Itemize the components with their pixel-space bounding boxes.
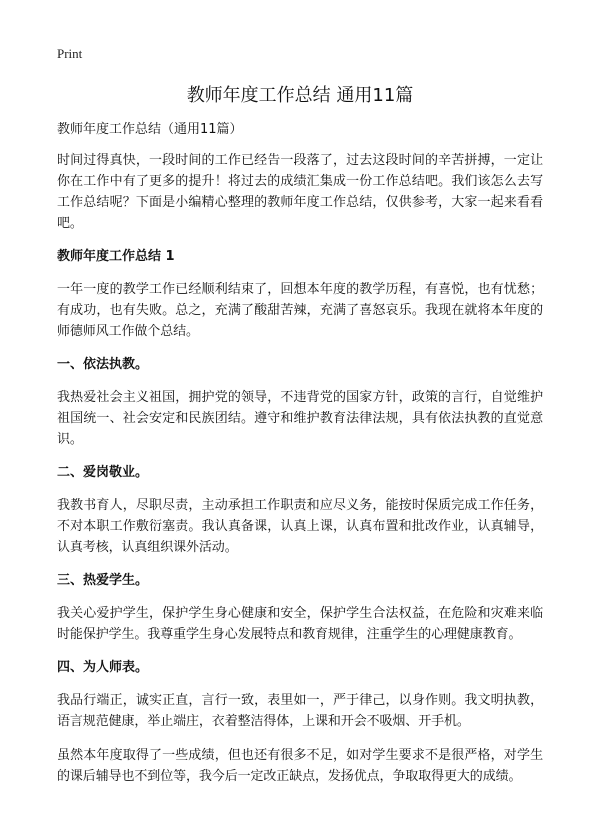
heading-students: 三、热爱学生。 [57,573,149,588]
section-heading: 教师年度工作总结 1 [57,249,175,264]
opening-paragraph: 一年一度的教学工作已经顺利结束了，回想本年度的教学历程，有喜悦，也有忧愁；有成功，也有失败。总之，充满了酸甜苦辣，充满了喜怒哀乐。我现在就将本年度的师德师风工作做个总结。 [57,282,543,339]
closing-paragraph: 虽然本年度取得了一些成绩，但也还有很多不足，如对学生要求不是很严格，对学生的课后辅导也不到位等，我今后一定改正缺点，发扬优点，争取取得更大的成绩。 [57,748,543,784]
paragraph-dedication: 我教书育人，尽职尽责，主动承担工作职责和应尽义务，能按时保质完成工作任务，不对本职工作敷衍塞责。我认真备课，认真上课，认真布置和批改作业，认真辅导，认真考核，认真组织课外活动。 [57,498,543,555]
paragraph-role-model: 我品行端正，诚实正直，言行一致，表里如一，严于律己，以身作则。我文明执教，语言规范健康，举止端庄，衣着整洁得体，上课和开会不吸烟、开手机。 [57,693,543,729]
heading-role-model: 四、为人师表。 [57,660,149,675]
heading-law: 一、依法执教。 [57,357,149,372]
heading-dedication: 二、爱岗敬业。 [57,465,149,480]
print-label: Print [57,46,83,61]
paragraph-students: 我关心爱护学生，保护学生身心健康和安全，保护学生合法权益，在危险和灾难来临时能保护学生。我尊重学生身心发展特点和教育规律，注重学生的心理健康教育。 [57,606,543,642]
document-subtitle: 教师年度工作总结（通用11篇） [57,122,243,137]
page-title: 教师年度工作总结 通用11篇 [186,85,414,106]
intro-paragraph: 时间过得真快，一段时间的工作已经告一段落了，过去这段时间的辛苦拼搏，一定让你在工作中有了更多的提升！将过去的成绩汇集成一份工作总结吧。我们该怎么去写工作总结呢？下面是小编精心整理的教师年度工作总结，仅供参考，大家一起来看看吧。 [57,153,543,231]
paragraph-law: 我热爱社会主义祖国，拥护党的领导，不违背党的国家方针，政策的言行，自觉维护祖国统一、社会安定和民族团结。遵守和维护教育法律法规，具有依法执教的直觉意识。 [57,390,543,447]
